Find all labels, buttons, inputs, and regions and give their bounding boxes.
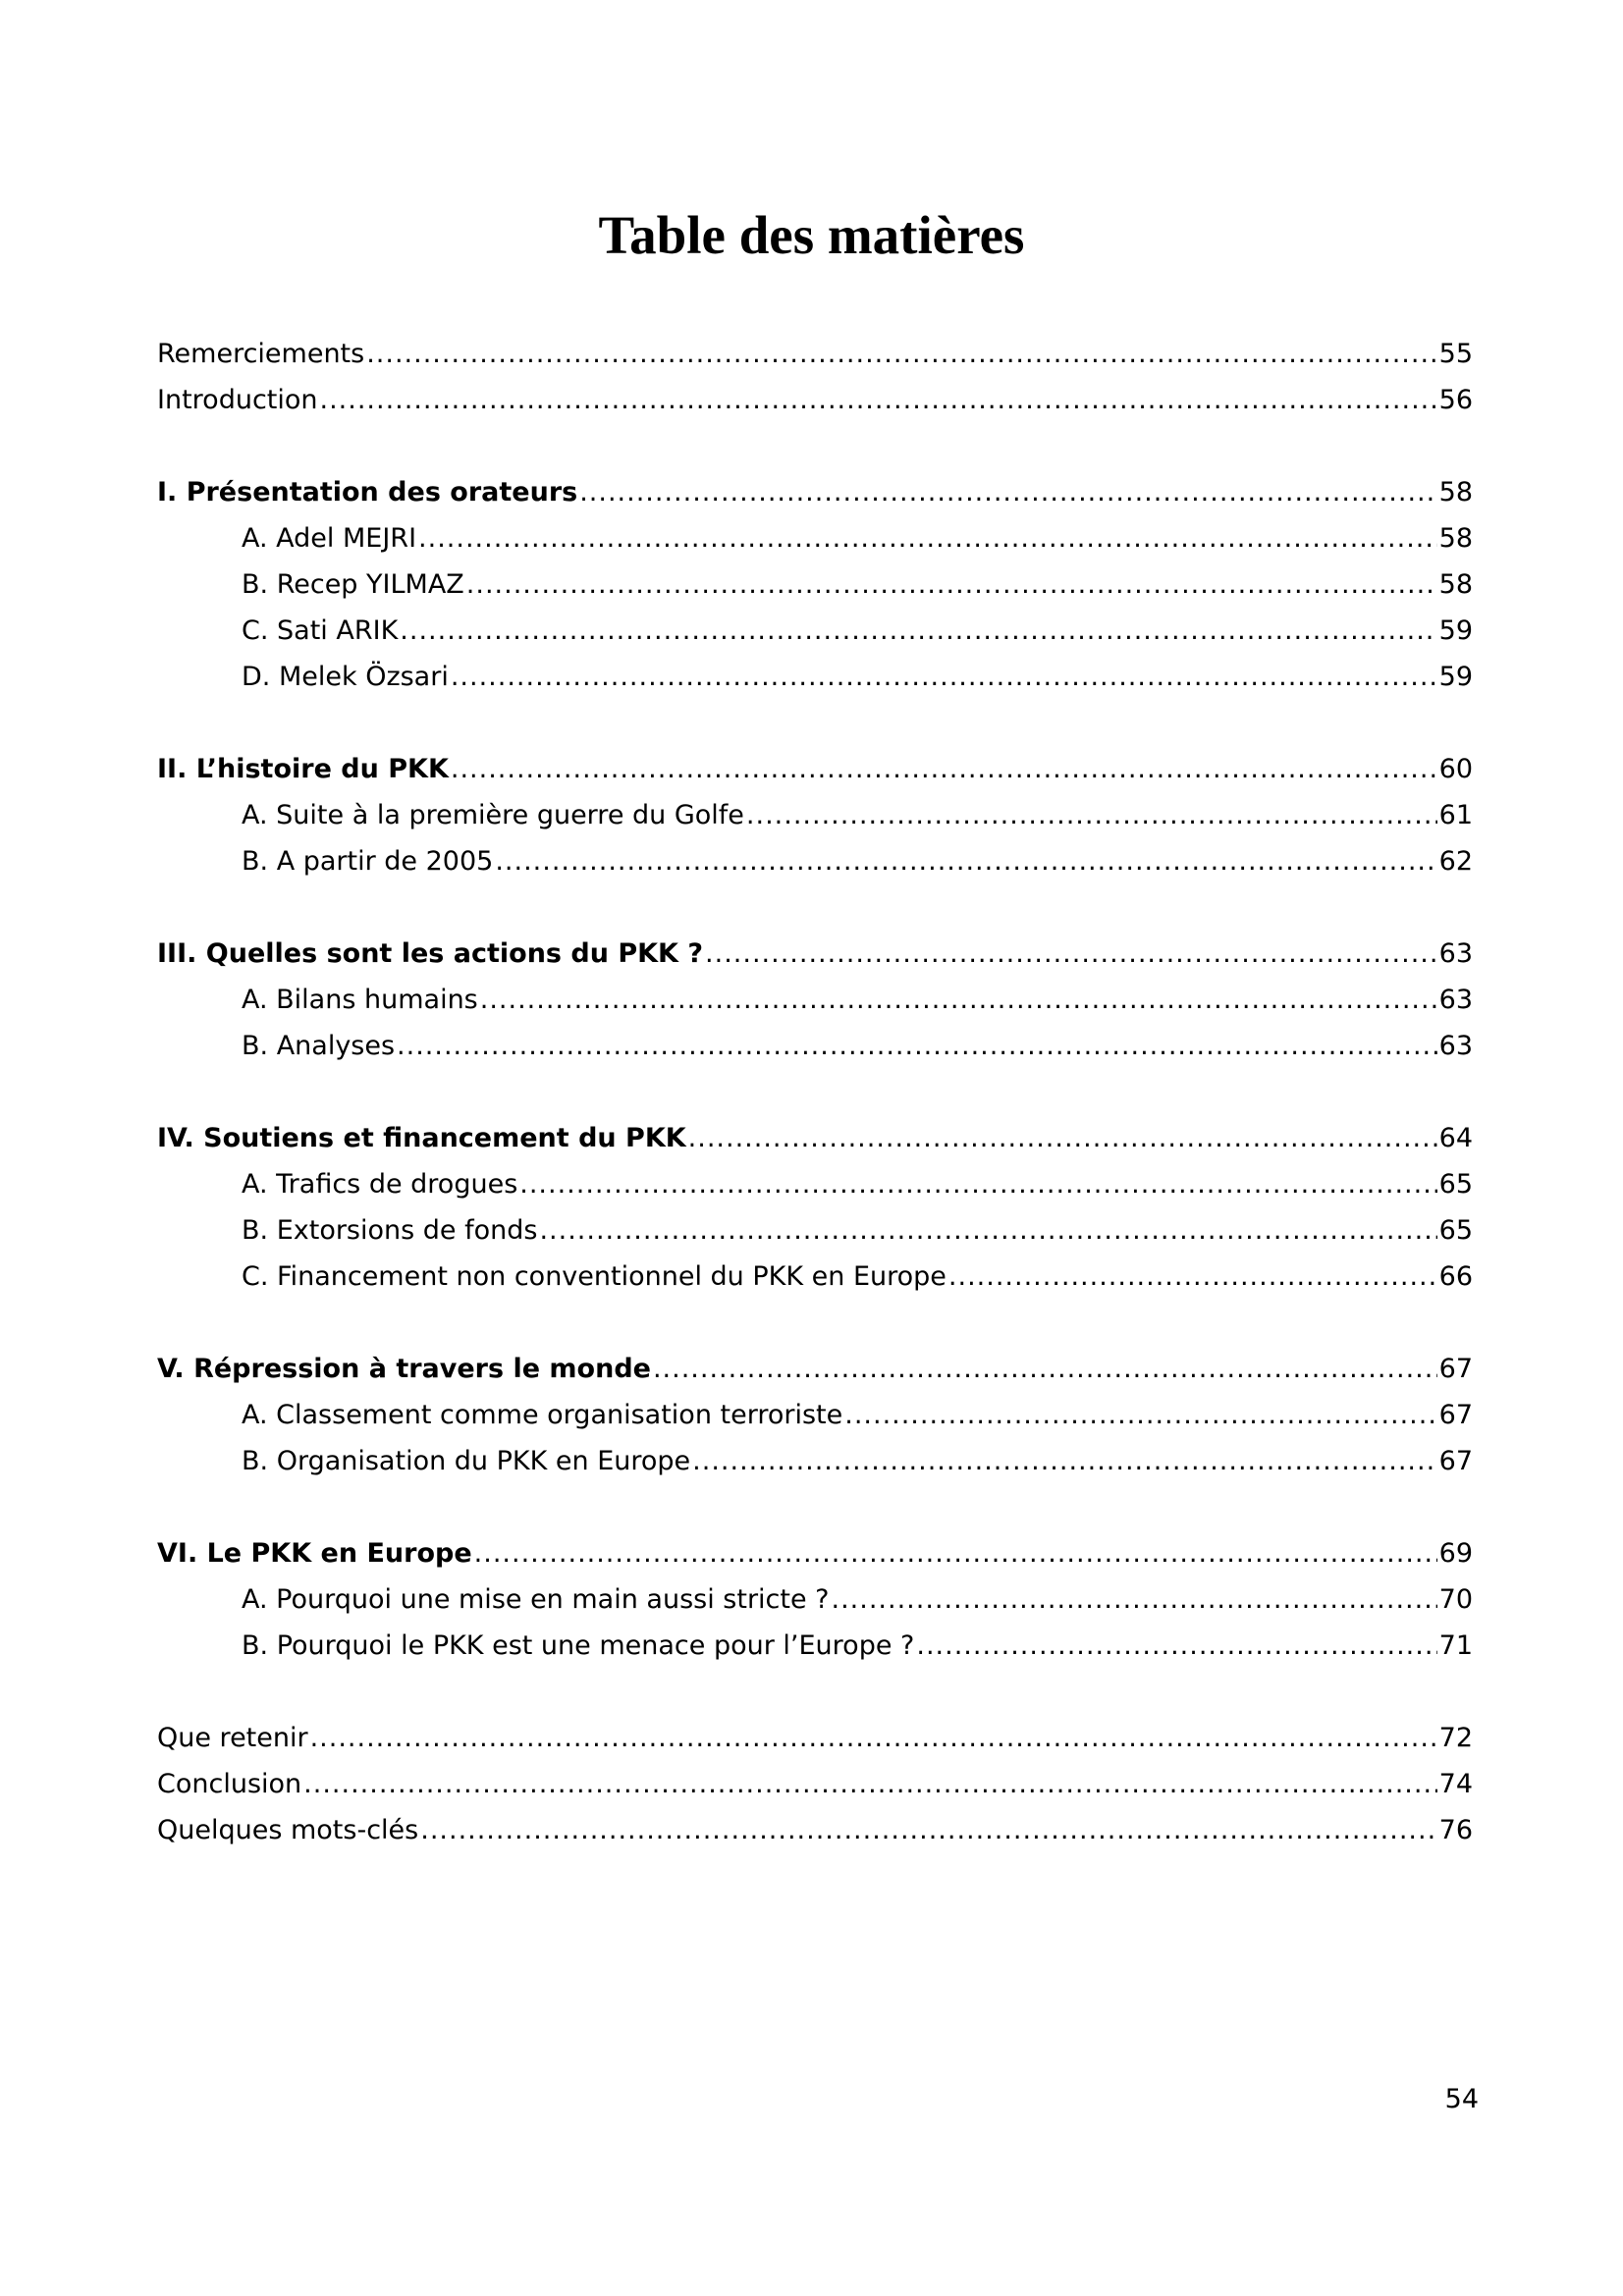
- page-title: Table des matières: [598, 205, 1025, 265]
- toc-label: A. Bilans humains: [242, 985, 478, 1015]
- toc-page-number: 55: [1438, 339, 1473, 369]
- toc-page-number: 63: [1438, 1031, 1473, 1061]
- toc-dot-leader: [832, 1576, 1437, 1623]
- toc-dot-leader: [948, 1254, 1437, 1300]
- toc-dot-leader: [451, 746, 1437, 792]
- toc-spacer: [157, 884, 1473, 931]
- toc-spacer: [157, 1669, 1473, 1715]
- toc-dot-leader: [480, 977, 1437, 1023]
- toc-page-number: 58: [1438, 569, 1473, 600]
- toc-subsection[interactable]: [157, 1161, 1473, 1207]
- toc-page-number: 72: [1438, 1723, 1473, 1753]
- toc-page-number: 61: [1438, 800, 1473, 830]
- toc-subsection[interactable]: [157, 1254, 1473, 1300]
- toc-dot-leader: [303, 1761, 1436, 1807]
- toc-spacer: [157, 1069, 1473, 1115]
- toc-page-number: 65: [1438, 1215, 1473, 1246]
- toc-label: Introduction: [157, 385, 318, 415]
- toc-subsection[interactable]: [157, 1392, 1473, 1438]
- toc-section-label: II. L’histoire du PKK: [157, 754, 449, 784]
- toc-dot-leader: [539, 1207, 1436, 1254]
- toc-label: A. Suite à la première guerre du Golfe: [242, 800, 744, 830]
- toc-subsection[interactable]: [157, 838, 1473, 884]
- toc-spacer: [157, 1300, 1473, 1346]
- toc-section-label: VI. Le PKK en Europe: [157, 1538, 472, 1569]
- toc-label: A. Pourquoi une mise en main aussi stricte ?: [242, 1584, 830, 1615]
- toc-subsection[interactable]: [157, 515, 1473, 561]
- toc-page-number: 66: [1438, 1261, 1473, 1292]
- toc-page-number: 70: [1438, 1584, 1473, 1615]
- toc-dot-leader: [495, 838, 1436, 884]
- toc-entry-remerciements[interactable]: [157, 331, 1473, 377]
- toc-dot-leader: [310, 1715, 1437, 1761]
- toc-label: A. Classement comme organisation terroriste: [242, 1400, 843, 1430]
- toc-entry-conclusion[interactable]: [157, 1761, 1473, 1807]
- toc-subsection[interactable]: [157, 1207, 1473, 1254]
- toc-dot-leader: [397, 1023, 1437, 1069]
- toc-subsection[interactable]: [157, 1576, 1473, 1623]
- toc-subsection[interactable]: [157, 1023, 1473, 1069]
- toc-dot-leader: [519, 1161, 1436, 1207]
- toc-label: B. Recep YILMAZ: [242, 569, 464, 600]
- toc-label: B. Pourquoi le PKK est une menace pour l’Europe ?: [242, 1630, 915, 1661]
- toc-dot-leader: [746, 792, 1437, 838]
- toc-label: Que retenir: [157, 1723, 308, 1753]
- page-number: 54: [1444, 2084, 1479, 2114]
- toc-label: D. Melek Özsari: [242, 662, 449, 692]
- toc-subsection[interactable]: [157, 608, 1473, 654]
- toc-page-number: 71: [1438, 1630, 1473, 1661]
- toc-label: Remerciements: [157, 339, 365, 369]
- toc-label: C. Financement non conventionnel du PKK en Europe: [242, 1261, 947, 1292]
- toc-label: Quelques mots-clés: [157, 1815, 419, 1845]
- toc-page-number: 67: [1438, 1446, 1473, 1476]
- toc-dot-leader: [418, 515, 1437, 561]
- toc-dot-leader: [688, 1115, 1437, 1161]
- toc-label: B. Organisation du PKK en Europe: [242, 1446, 691, 1476]
- toc-entry-que-retenir[interactable]: [157, 1715, 1473, 1761]
- toc-dot-leader: [474, 1530, 1437, 1576]
- toc-page-number: 63: [1438, 938, 1473, 969]
- toc-section-5[interactable]: [157, 1346, 1473, 1392]
- toc-dot-leader: [320, 377, 1437, 423]
- toc-page-number: 67: [1438, 1400, 1473, 1430]
- toc-section-label: V. Répression à travers le monde: [157, 1354, 651, 1384]
- toc-page-number: 56: [1438, 385, 1473, 415]
- toc-dot-leader: [400, 608, 1436, 654]
- toc-page-number: 60: [1438, 754, 1473, 784]
- toc-section-label: III. Quelles sont les actions du PKK ?: [157, 938, 704, 969]
- toc-subsection[interactable]: [157, 1623, 1473, 1669]
- toc-page-number: 59: [1438, 662, 1473, 692]
- toc-label: B. Analyses: [242, 1031, 396, 1061]
- toc-spacer: [157, 1484, 1473, 1530]
- toc-subsection[interactable]: [157, 792, 1473, 838]
- toc-section-3[interactable]: [157, 931, 1473, 977]
- toc-spacer: [157, 700, 1473, 746]
- toc-dot-leader: [466, 561, 1437, 608]
- toc-section-4[interactable]: [157, 1115, 1473, 1161]
- toc-dot-leader: [579, 469, 1436, 515]
- toc-dot-leader: [420, 1807, 1436, 1853]
- toc-label: A. Adel MEJRI: [242, 523, 417, 554]
- toc-label: B. A partir de 2005: [242, 846, 494, 877]
- toc-dot-leader: [705, 931, 1437, 977]
- toc-spacer: [157, 423, 1473, 469]
- toc-entry-mots-cles[interactable]: [157, 1807, 1473, 1853]
- toc-page-number: 67: [1438, 1354, 1473, 1384]
- toc-dot-leader: [692, 1438, 1436, 1484]
- toc-dot-leader: [916, 1623, 1436, 1669]
- toc-page-number: 69: [1438, 1538, 1473, 1569]
- table-of-contents: [157, 331, 1473, 1853]
- toc-page-number: 58: [1438, 523, 1473, 554]
- toc-dot-leader: [451, 654, 1437, 700]
- toc-dot-leader: [366, 331, 1436, 377]
- toc-section-label: IV. Soutiens et financement du PKK: [157, 1123, 686, 1153]
- toc-page-number: 59: [1438, 615, 1473, 646]
- toc-subsection[interactable]: [157, 1438, 1473, 1484]
- toc-label: Conclusion: [157, 1769, 302, 1799]
- toc-page-number: 65: [1438, 1169, 1473, 1200]
- toc-section-label: I. Présentation des orateurs: [157, 477, 578, 507]
- toc-page-number: 62: [1438, 846, 1473, 877]
- toc-section-1[interactable]: [157, 469, 1473, 515]
- toc-page-number: 58: [1438, 477, 1473, 507]
- toc-dot-leader: [653, 1346, 1437, 1392]
- toc-label: C. Sati ARIK: [242, 615, 399, 646]
- toc-entry-introduction[interactable]: [157, 377, 1473, 423]
- toc-page-number: 63: [1438, 985, 1473, 1015]
- toc-page-number: 76: [1438, 1815, 1473, 1845]
- toc-subsection[interactable]: [157, 654, 1473, 700]
- toc-page-number: 64: [1438, 1123, 1473, 1153]
- toc-section-6[interactable]: [157, 1530, 1473, 1576]
- toc-subsection[interactable]: [157, 561, 1473, 608]
- toc-dot-leader: [844, 1392, 1436, 1438]
- toc-label: B. Extorsions de fonds: [242, 1215, 538, 1246]
- toc-page-number: 74: [1438, 1769, 1473, 1799]
- toc-section-2[interactable]: [157, 746, 1473, 792]
- toc-label: A. Trafics de drogues: [242, 1169, 518, 1200]
- toc-subsection[interactable]: [157, 977, 1473, 1023]
